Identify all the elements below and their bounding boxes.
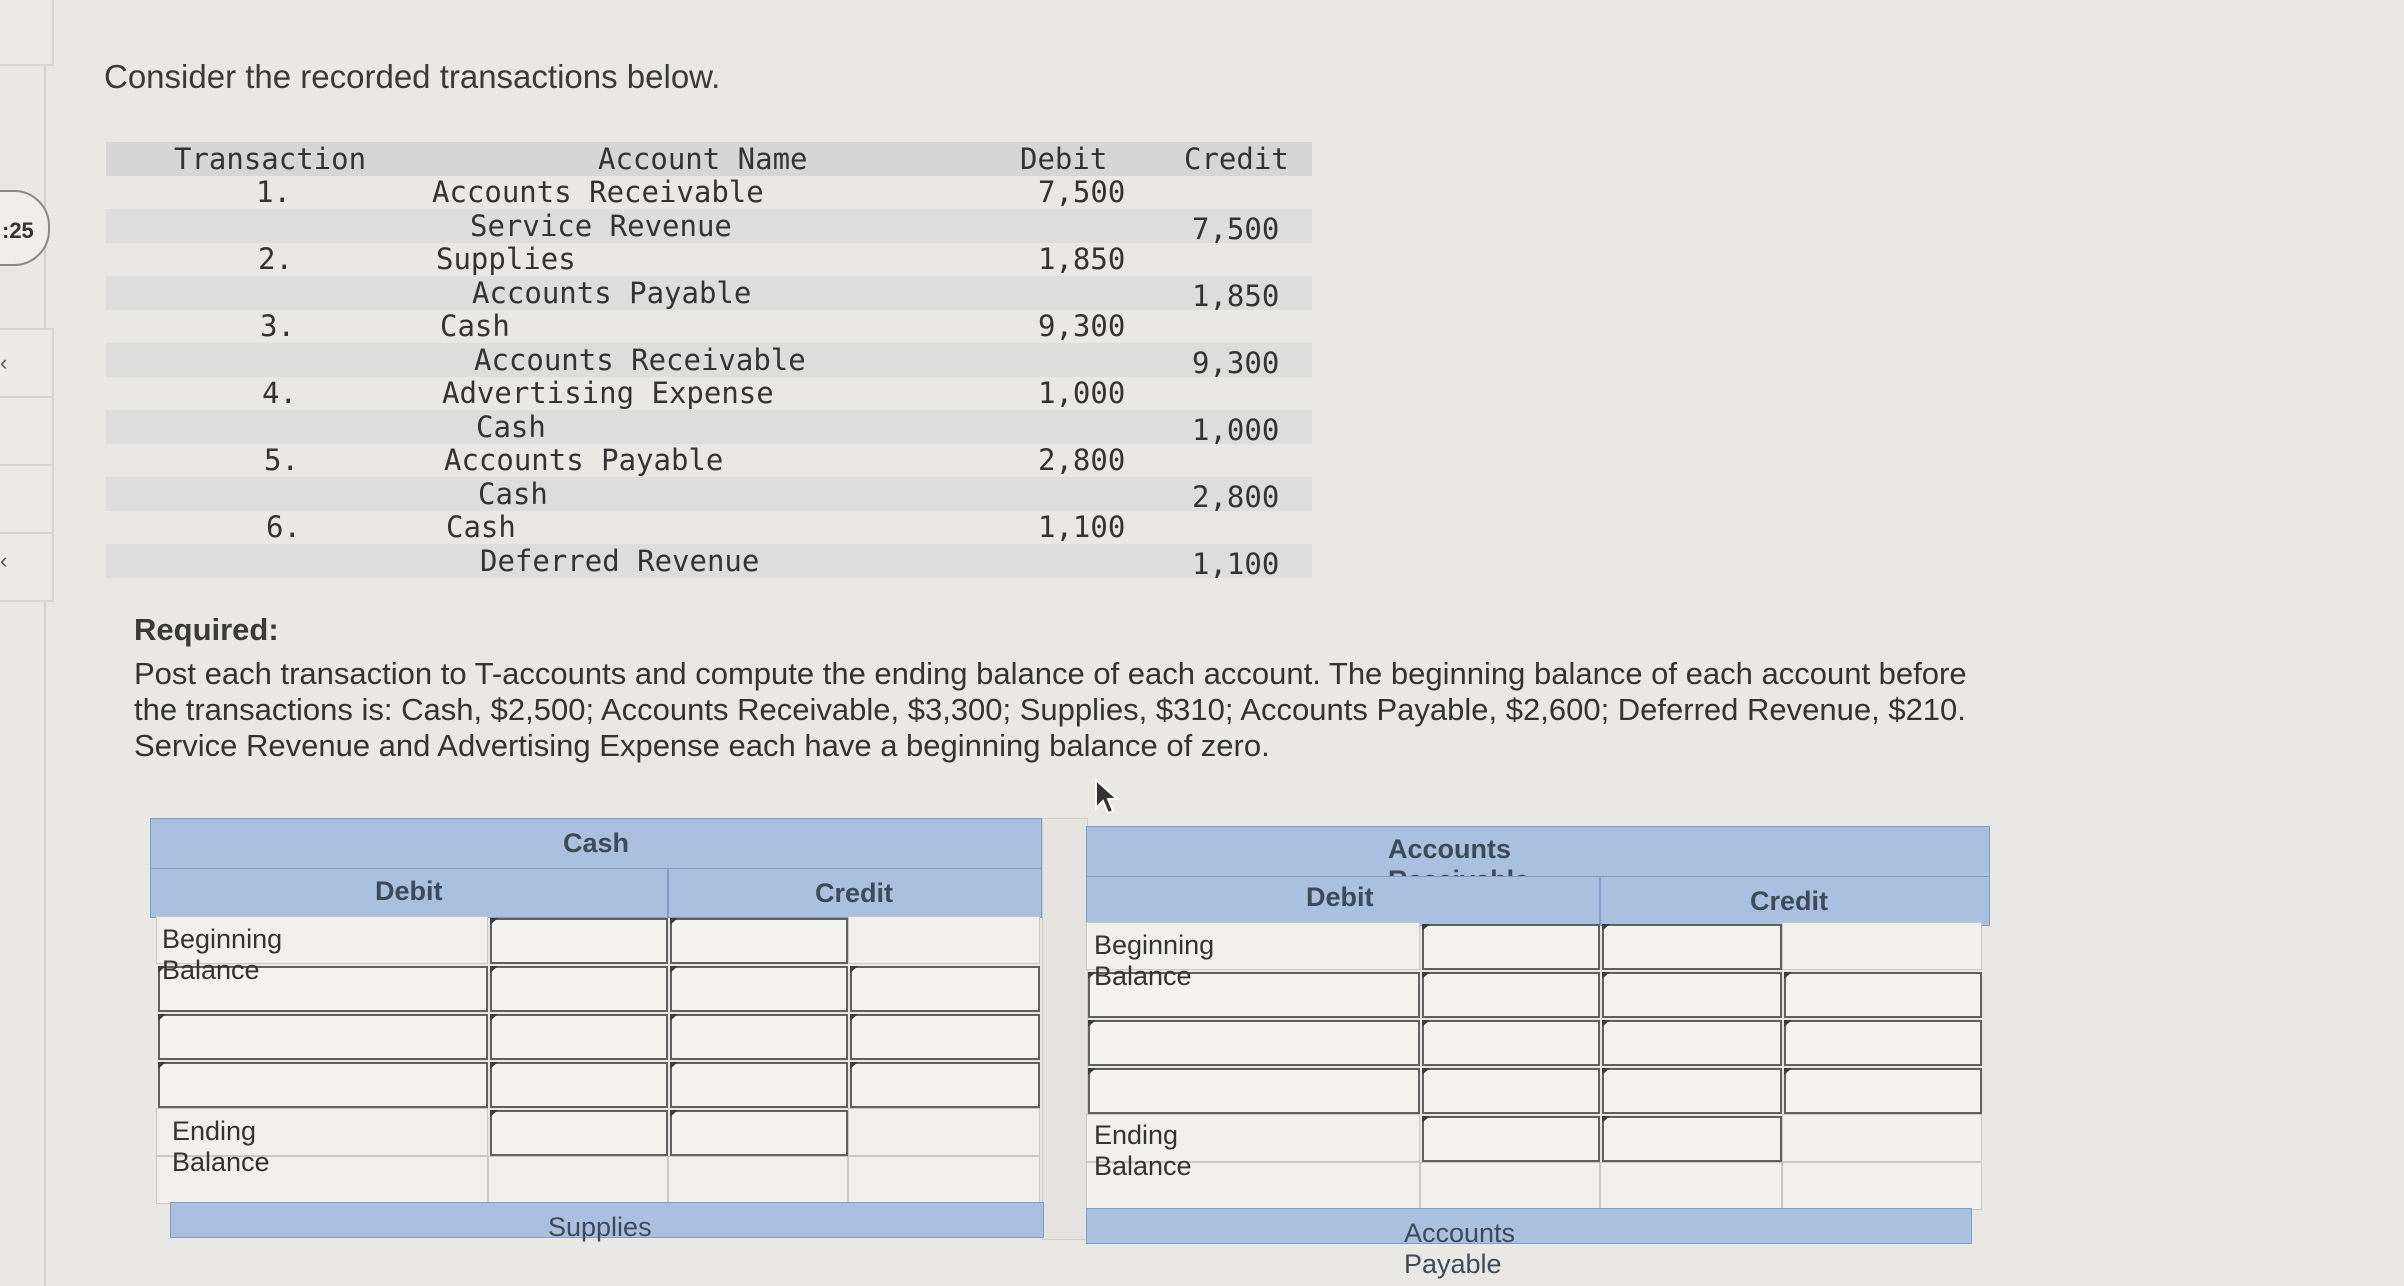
rail-item[interactable]	[0, 396, 54, 466]
journal-row	[106, 410, 1312, 447]
t-account-gap	[1042, 818, 1088, 1240]
ar-ending-label: Ending Balance	[1094, 1120, 1192, 1181]
journal-row	[106, 443, 1312, 477]
cash-cell	[848, 916, 1040, 964]
journal-row	[106, 309, 1312, 343]
journal-debit-value: 1,850	[1038, 242, 1126, 276]
journal-credit-value: 1,100	[1192, 547, 1280, 581]
journal-row	[106, 343, 1312, 380]
cash-cell	[488, 1156, 668, 1204]
cash-beginning-label: Beginning Balance	[162, 924, 283, 985]
ar-amount-input[interactable]	[1422, 972, 1600, 1018]
journal-account-name: Deferred Revenue	[480, 544, 760, 578]
ar-amount-input[interactable]	[1602, 924, 1782, 970]
journal-transaction-number: 2.	[258, 242, 293, 276]
header-credit: Credit	[1184, 142, 1289, 176]
cash-debit-header: Debit	[375, 876, 443, 906]
journal-credit-value: 1,000	[1192, 413, 1280, 447]
journal-debit-value: 1,000	[1038, 376, 1126, 410]
ar-amount-input[interactable]	[1088, 1068, 1420, 1114]
ar-amount-input[interactable]	[1602, 1020, 1782, 1066]
ar-title-band	[1086, 826, 1990, 878]
cash-amount-input[interactable]	[490, 1014, 668, 1060]
journal-transaction-number: 3.	[260, 309, 295, 343]
header-transaction: Transaction	[174, 142, 367, 176]
journal-account-name: Cash	[478, 477, 548, 511]
journal-header-row	[106, 142, 1312, 176]
journal-debit-value: 1,100	[1038, 510, 1126, 544]
journal-row	[106, 376, 1312, 410]
cash-amount-input[interactable]	[850, 966, 1040, 1012]
rail-item[interactable]	[0, 464, 54, 534]
chevron-left-icon[interactable]: ‹	[0, 548, 8, 573]
journal-account-name: Accounts Receivable	[474, 343, 806, 377]
ar-amount-input[interactable]	[1088, 1020, 1420, 1066]
ar-amount-input[interactable]	[1422, 1020, 1600, 1066]
header-debit: Debit	[1020, 142, 1108, 176]
ar-amount-input[interactable]	[1784, 972, 1982, 1018]
ar-cell	[1600, 1162, 1782, 1210]
ar-amount-input[interactable]	[1602, 1116, 1782, 1162]
required-text-line: Post each transaction to T-accounts and compute the ending balance of each account. The beginning balance of each account before	[134, 656, 1967, 691]
ar-cell	[1782, 1114, 1982, 1162]
ar-credit-header: Credit	[1750, 886, 1829, 916]
required-label: Required:	[134, 612, 279, 647]
journal-account-name: Cash	[440, 309, 510, 343]
ar-amount-input[interactable]	[1422, 1068, 1600, 1114]
cash-amount-input[interactable]	[158, 1062, 488, 1108]
journal-row	[106, 242, 1312, 276]
journal-credit-value: 2,800	[1192, 480, 1280, 514]
supplies-title: Supplies	[548, 1212, 652, 1242]
journal-transaction-number: 4.	[262, 376, 297, 410]
cash-amount-input[interactable]	[490, 1110, 668, 1156]
cash-cell	[848, 1156, 1040, 1204]
journal-account-name: Accounts Receivable	[432, 175, 764, 209]
rail-item[interactable]	[0, 0, 54, 66]
ap-title: Accounts Payable	[1404, 1218, 1516, 1279]
rail-item[interactable]	[0, 532, 54, 602]
ar-amount-input[interactable]	[1602, 972, 1782, 1018]
cash-amount-input[interactable]	[158, 1014, 488, 1060]
journal-credit-value: 7,500	[1192, 212, 1280, 246]
journal-account-name: Advertising Expense	[442, 376, 774, 410]
cash-credit-header: Credit	[815, 878, 894, 908]
ar-debit-header: Debit	[1306, 882, 1374, 912]
chevron-left-icon[interactable]: ‹	[0, 350, 8, 375]
journal-transaction-number: 1.	[256, 175, 291, 209]
cash-amount-input[interactable]	[670, 918, 848, 964]
journal-credit-value: 9,300	[1192, 346, 1280, 380]
journal-credit-value: 1,850	[1192, 279, 1280, 313]
question-intro: Consider the recorded transactions below.	[104, 58, 721, 95]
journal-account-name: Cash	[476, 410, 546, 444]
journal-account-name: Service Revenue	[470, 209, 732, 243]
ap-title-band	[1086, 1208, 1972, 1244]
ar-title: Accounts	[1388, 834, 1512, 864]
journal-row	[106, 510, 1312, 544]
ar-amount-input[interactable]	[1422, 924, 1600, 970]
required-text-line: Service Revenue and Advertising Expense each have a beginning balance of zero.	[134, 728, 1270, 763]
cash-amount-input[interactable]	[670, 1062, 848, 1108]
cash-ending-label: Ending Balance	[172, 1116, 270, 1177]
journal-row	[106, 544, 1312, 581]
ar-cell	[1782, 1162, 1982, 1210]
cash-amount-input[interactable]	[670, 966, 848, 1012]
ar-cell	[1782, 922, 1982, 970]
required-text-line: the transactions is: Cash, $2,500; Accounts Receivable, $3,300; Supplies, $310; Accounts Payable, $2,600; Deferred Revenue, $210.	[134, 692, 1966, 727]
cash-cell	[668, 1156, 848, 1204]
journal-transaction-number: 5.	[264, 443, 299, 477]
cash-amount-input[interactable]	[490, 966, 668, 1012]
journal-row	[106, 477, 1312, 514]
journal-row	[106, 276, 1312, 313]
journal-debit-value: 2,800	[1038, 443, 1126, 477]
cash-amount-input[interactable]	[490, 1062, 668, 1108]
ar-amount-input[interactable]	[1784, 1020, 1982, 1066]
ar-amount-input[interactable]	[1784, 1068, 1982, 1114]
journal-account-name: Cash	[446, 510, 516, 544]
cash-amount-input[interactable]	[490, 918, 668, 964]
cash-amount-input[interactable]	[850, 1062, 1040, 1108]
cash-cell	[848, 1108, 1040, 1156]
journal-debit-value: 7,500	[1038, 175, 1126, 209]
journal-transaction-number: 6.	[266, 510, 301, 544]
journal-account-name: Accounts Payable	[444, 443, 724, 477]
journal-debit-value: 9,300	[1038, 309, 1126, 343]
ar-beginning-label: Beginning Balance	[1094, 930, 1215, 991]
cash-amount-input[interactable]	[850, 1014, 1040, 1060]
cash-amount-input[interactable]	[670, 1110, 848, 1156]
journal-account-name: Accounts Payable	[472, 276, 752, 310]
journal-table	[106, 142, 1312, 582]
timer-text: :25	[2, 218, 34, 243]
ar-cell	[1420, 1162, 1600, 1210]
rail-item[interactable]	[0, 328, 54, 398]
ar-amount-input[interactable]	[1602, 1068, 1782, 1114]
cash-amount-input[interactable]	[670, 1014, 848, 1060]
header-account-name: Account Name	[598, 142, 808, 176]
ar-amount-input[interactable]	[1422, 1116, 1600, 1162]
journal-row	[106, 209, 1312, 246]
mouse-cursor-icon	[1094, 778, 1120, 816]
cash-title: Cash	[563, 828, 630, 858]
journal-account-name: Supplies	[436, 242, 576, 276]
journal-row	[106, 175, 1312, 209]
